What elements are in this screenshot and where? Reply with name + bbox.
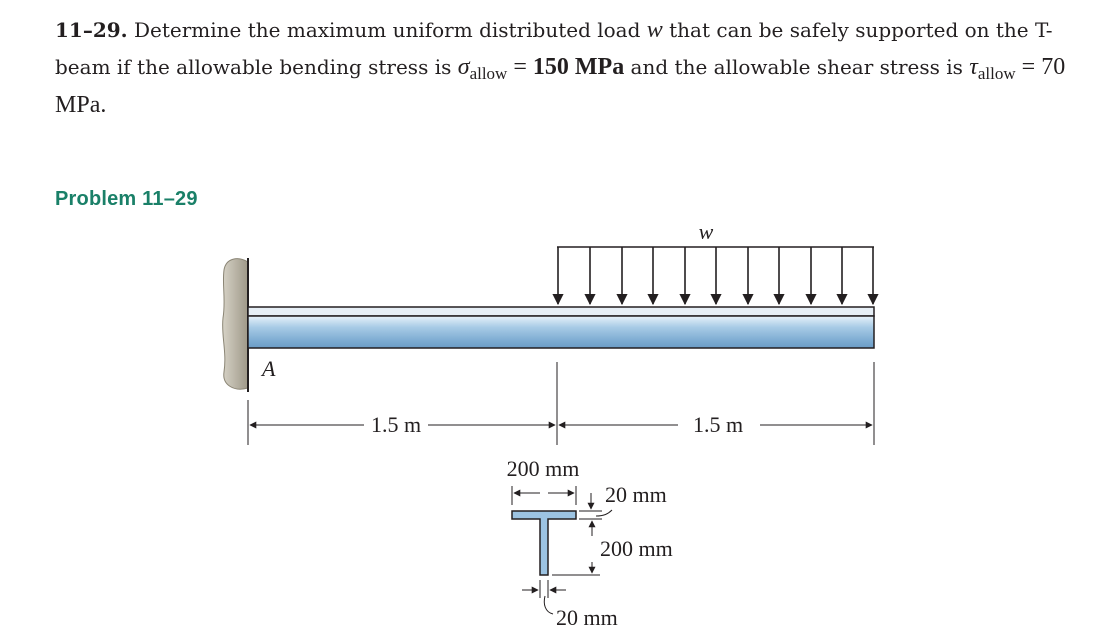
beam-top-flange bbox=[248, 307, 874, 316]
problem-label: Problem 11–29 bbox=[55, 188, 198, 210]
tau-value: 70 MPa bbox=[55, 54, 1066, 118]
fixed-wall bbox=[223, 259, 248, 389]
span-dimensions bbox=[248, 362, 874, 445]
beam-body bbox=[248, 316, 874, 348]
tau-symbol: τ bbox=[969, 54, 978, 80]
problem-text-2: that can be safely supported on the T-beam if the allowable bending stress is bbox=[55, 18, 1053, 79]
problem-text-3: and the allowable shear stress is bbox=[624, 55, 970, 79]
problem-text-1: Determine the maximum uniform distributed load bbox=[127, 18, 647, 42]
span-left-label: 1.5 m bbox=[370, 412, 422, 437]
problem-number: 11–29. bbox=[55, 18, 128, 42]
flange-width-dim bbox=[512, 486, 576, 505]
web-thickness-label: 20 mm bbox=[556, 605, 618, 630]
web-height-label: 200 mm bbox=[600, 536, 673, 561]
sigma-subscript: allow bbox=[469, 64, 508, 83]
t-section bbox=[512, 511, 576, 575]
span-right-label: 1.5 m bbox=[692, 412, 744, 437]
equals-sign: = bbox=[507, 54, 533, 80]
flange-width-label: 200 mm bbox=[506, 456, 580, 481]
w-symbol: w bbox=[646, 17, 663, 43]
load-label: w bbox=[698, 219, 714, 244]
sigma-symbol: σ bbox=[457, 54, 470, 80]
load-arrows bbox=[558, 247, 873, 304]
web-height-dim bbox=[552, 521, 600, 575]
sigma-value: 150 MPa bbox=[532, 54, 625, 80]
flange-thickness-label: 20 mm bbox=[605, 482, 667, 507]
equals-sign-2: = bbox=[1015, 54, 1042, 80]
period: . bbox=[100, 92, 107, 118]
tau-subscript: allow bbox=[977, 64, 1016, 83]
support-label-A: A bbox=[262, 356, 276, 381]
